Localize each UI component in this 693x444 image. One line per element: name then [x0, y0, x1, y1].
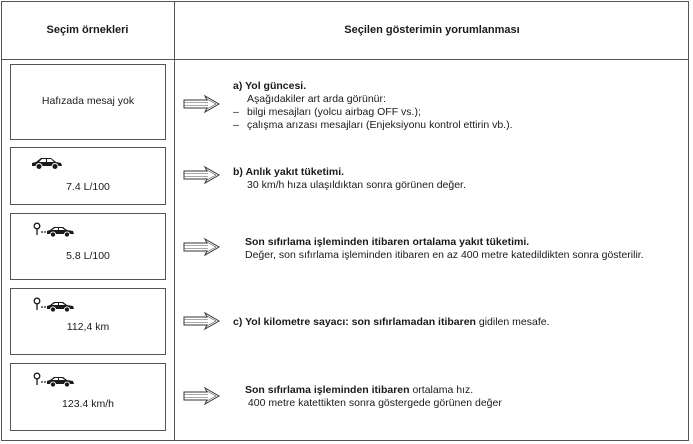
example-value: 5.8 L/100	[66, 250, 110, 262]
trip-car-icon	[33, 222, 75, 238]
arrow-icon	[183, 311, 221, 331]
example-value: 112,4 km	[66, 321, 110, 333]
description-title: c) Yol kilometre sayacı: son sıfırlamadan itibaren	[233, 316, 476, 328]
description-title: Son sıfırlama işleminden itibaren ortalama yakıt tüketimi.	[245, 236, 530, 248]
description-average-speed	[245, 384, 502, 410]
example-value: 7.4 L/100	[66, 181, 110, 193]
arrow-icon	[183, 94, 221, 114]
description-bullet: – çalışma arızası mesajları (Enjeksiyonu kontrol ettirin vb.).	[233, 119, 513, 131]
example-box-message	[10, 64, 166, 140]
arrow-icon	[183, 237, 221, 257]
example-box-instant-consumption	[10, 147, 166, 205]
example-box-trip-distance	[10, 288, 166, 355]
column-divider	[174, 1, 175, 441]
example-value: 123.4 km/h	[62, 398, 114, 410]
car-icon	[31, 156, 63, 170]
description-title: Son sıfırlama işleminden itibaren ortalama hız.	[245, 384, 474, 396]
description-average-consumption	[245, 236, 644, 262]
description-line: Değer, son sıfırlama işleminden itibaren en az 400 metre katedildikten sonra gösterilir.	[245, 249, 644, 261]
description-line: 400 metre katettikten sonra göstergede görünen değer	[245, 397, 502, 409]
description-line: Aşağıdakiler art arda görünür:	[247, 93, 386, 105]
description-bullet: – bilgi mesajları (yolcu airbag OFF vs.);	[233, 106, 421, 118]
arrow-icon	[183, 386, 221, 406]
trip-car-icon	[33, 372, 75, 388]
description-title: b) Anlık yakıt tüketimi.	[233, 166, 345, 178]
description-title: a) Yol güncesi.	[233, 80, 307, 92]
arrow-icon	[183, 165, 221, 185]
description-title-rest: gidilen mesafe.	[475, 316, 550, 328]
header-divider	[1, 59, 689, 60]
description-trip-distance	[233, 316, 550, 329]
description-instant-consumption	[233, 166, 466, 192]
example-value: Hafızada mesaj yok	[41, 95, 135, 107]
trip-car-icon	[33, 297, 75, 313]
example-box-average-speed	[10, 363, 166, 431]
header-left: Seçim örnekleri	[46, 24, 129, 36]
header-right: Seçilen gösterimin yorumlanması	[344, 24, 520, 36]
description-line: 30 km/h hıza ulaşıldıktan sonra görünen değer.	[247, 179, 466, 191]
example-box-average-consumption	[10, 213, 166, 280]
description-trip-log	[233, 80, 513, 132]
